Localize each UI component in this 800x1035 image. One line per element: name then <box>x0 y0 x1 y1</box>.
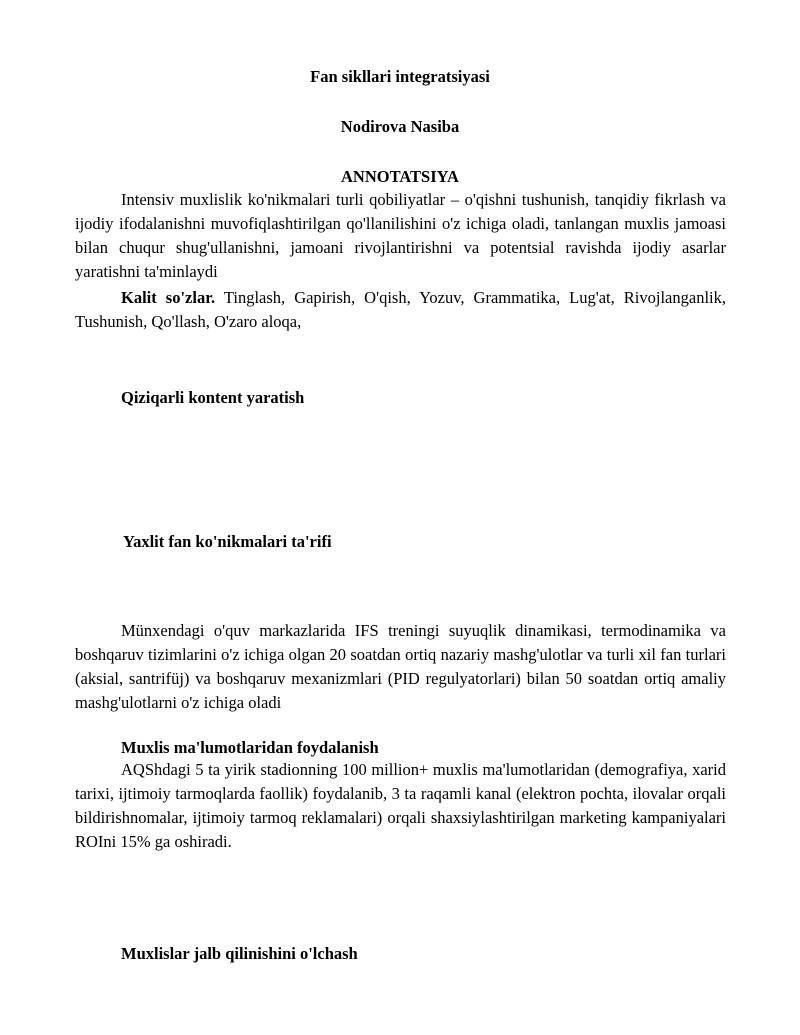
annotation-heading: ANNOTATSIYA <box>341 167 459 186</box>
author-name: Nodirova Nasiba <box>340 117 460 136</box>
skills-paragraph: Münxendagi o'quv markazlarida IFS treningi suyuqlik dinamikasi, termodinamika va boshqaruv tizimlarini o'z ichiga olgan 20 soatdan ortiq nazariy mashg'ulotlar va turli xil fan turlari (aksial, santrifüj) va boshqaruv mexanizmlari (PID regulyatorlari) bilan 50 soatdan ortiq amaliy mashg'ulotlarni o'z ichiga oladi <box>75 621 726 712</box>
section-heading-fan-data: Muxlis ma'lumotlaridan foydalanish <box>121 738 379 757</box>
document-title: Fan sikllari integratsiyasi <box>310 67 490 86</box>
keywords-paragraph <box>75 286 726 334</box>
section-heading-engagement: Muxlislar jalb qilinishini o'lchash <box>121 944 358 963</box>
keywords-list: Tinglash, Gapirish, O'qish, Yozuv, Grammatika, Lug'at, Rivojlanganlik, Tushunish, Qo'llash, O'zaro aloqa, <box>75 288 726 331</box>
fan-data-paragraph: AQShdagi 5 ta yirik stadionning 100 million+ muxlis ma'lumotlaridan (demografiya, xarid tarixi, ijtimoiy tarmoqlarda faollik) foydalanib, 3 ta raqamli kanal (elektron pochta, ilovalar orqali bildirishnomalar, ijtimoiy tarmoq reklamalari) orqali shaxsiylashtirilgan marketing kampaniyalari ROIni 15% ga oshiradi. <box>75 760 726 851</box>
annotation-paragraph: Intensiv muxlislik ko'nikmalari turli qobiliyatlar – o'qishni tushunish, tanqidiy fikrlash va ijodiy ifodalanishni muvofiqlashtirilgan qo'llanilishini o'z ichiga oladi, tanlangan muxlis jamoasi bilan chuqur shug'ullanishni, jamoani rivojlantirishni va potentsial ravishda ijodiy asarlar yaratishni ta'minlaydi <box>75 190 726 281</box>
section-heading-content: Qiziqarli kontent yaratish <box>121 388 305 407</box>
section-heading-skills: Yaxlit fan ko'nikmalari ta'rifi <box>123 532 332 551</box>
keywords-label: Kalit so'zlar. <box>121 288 216 307</box>
